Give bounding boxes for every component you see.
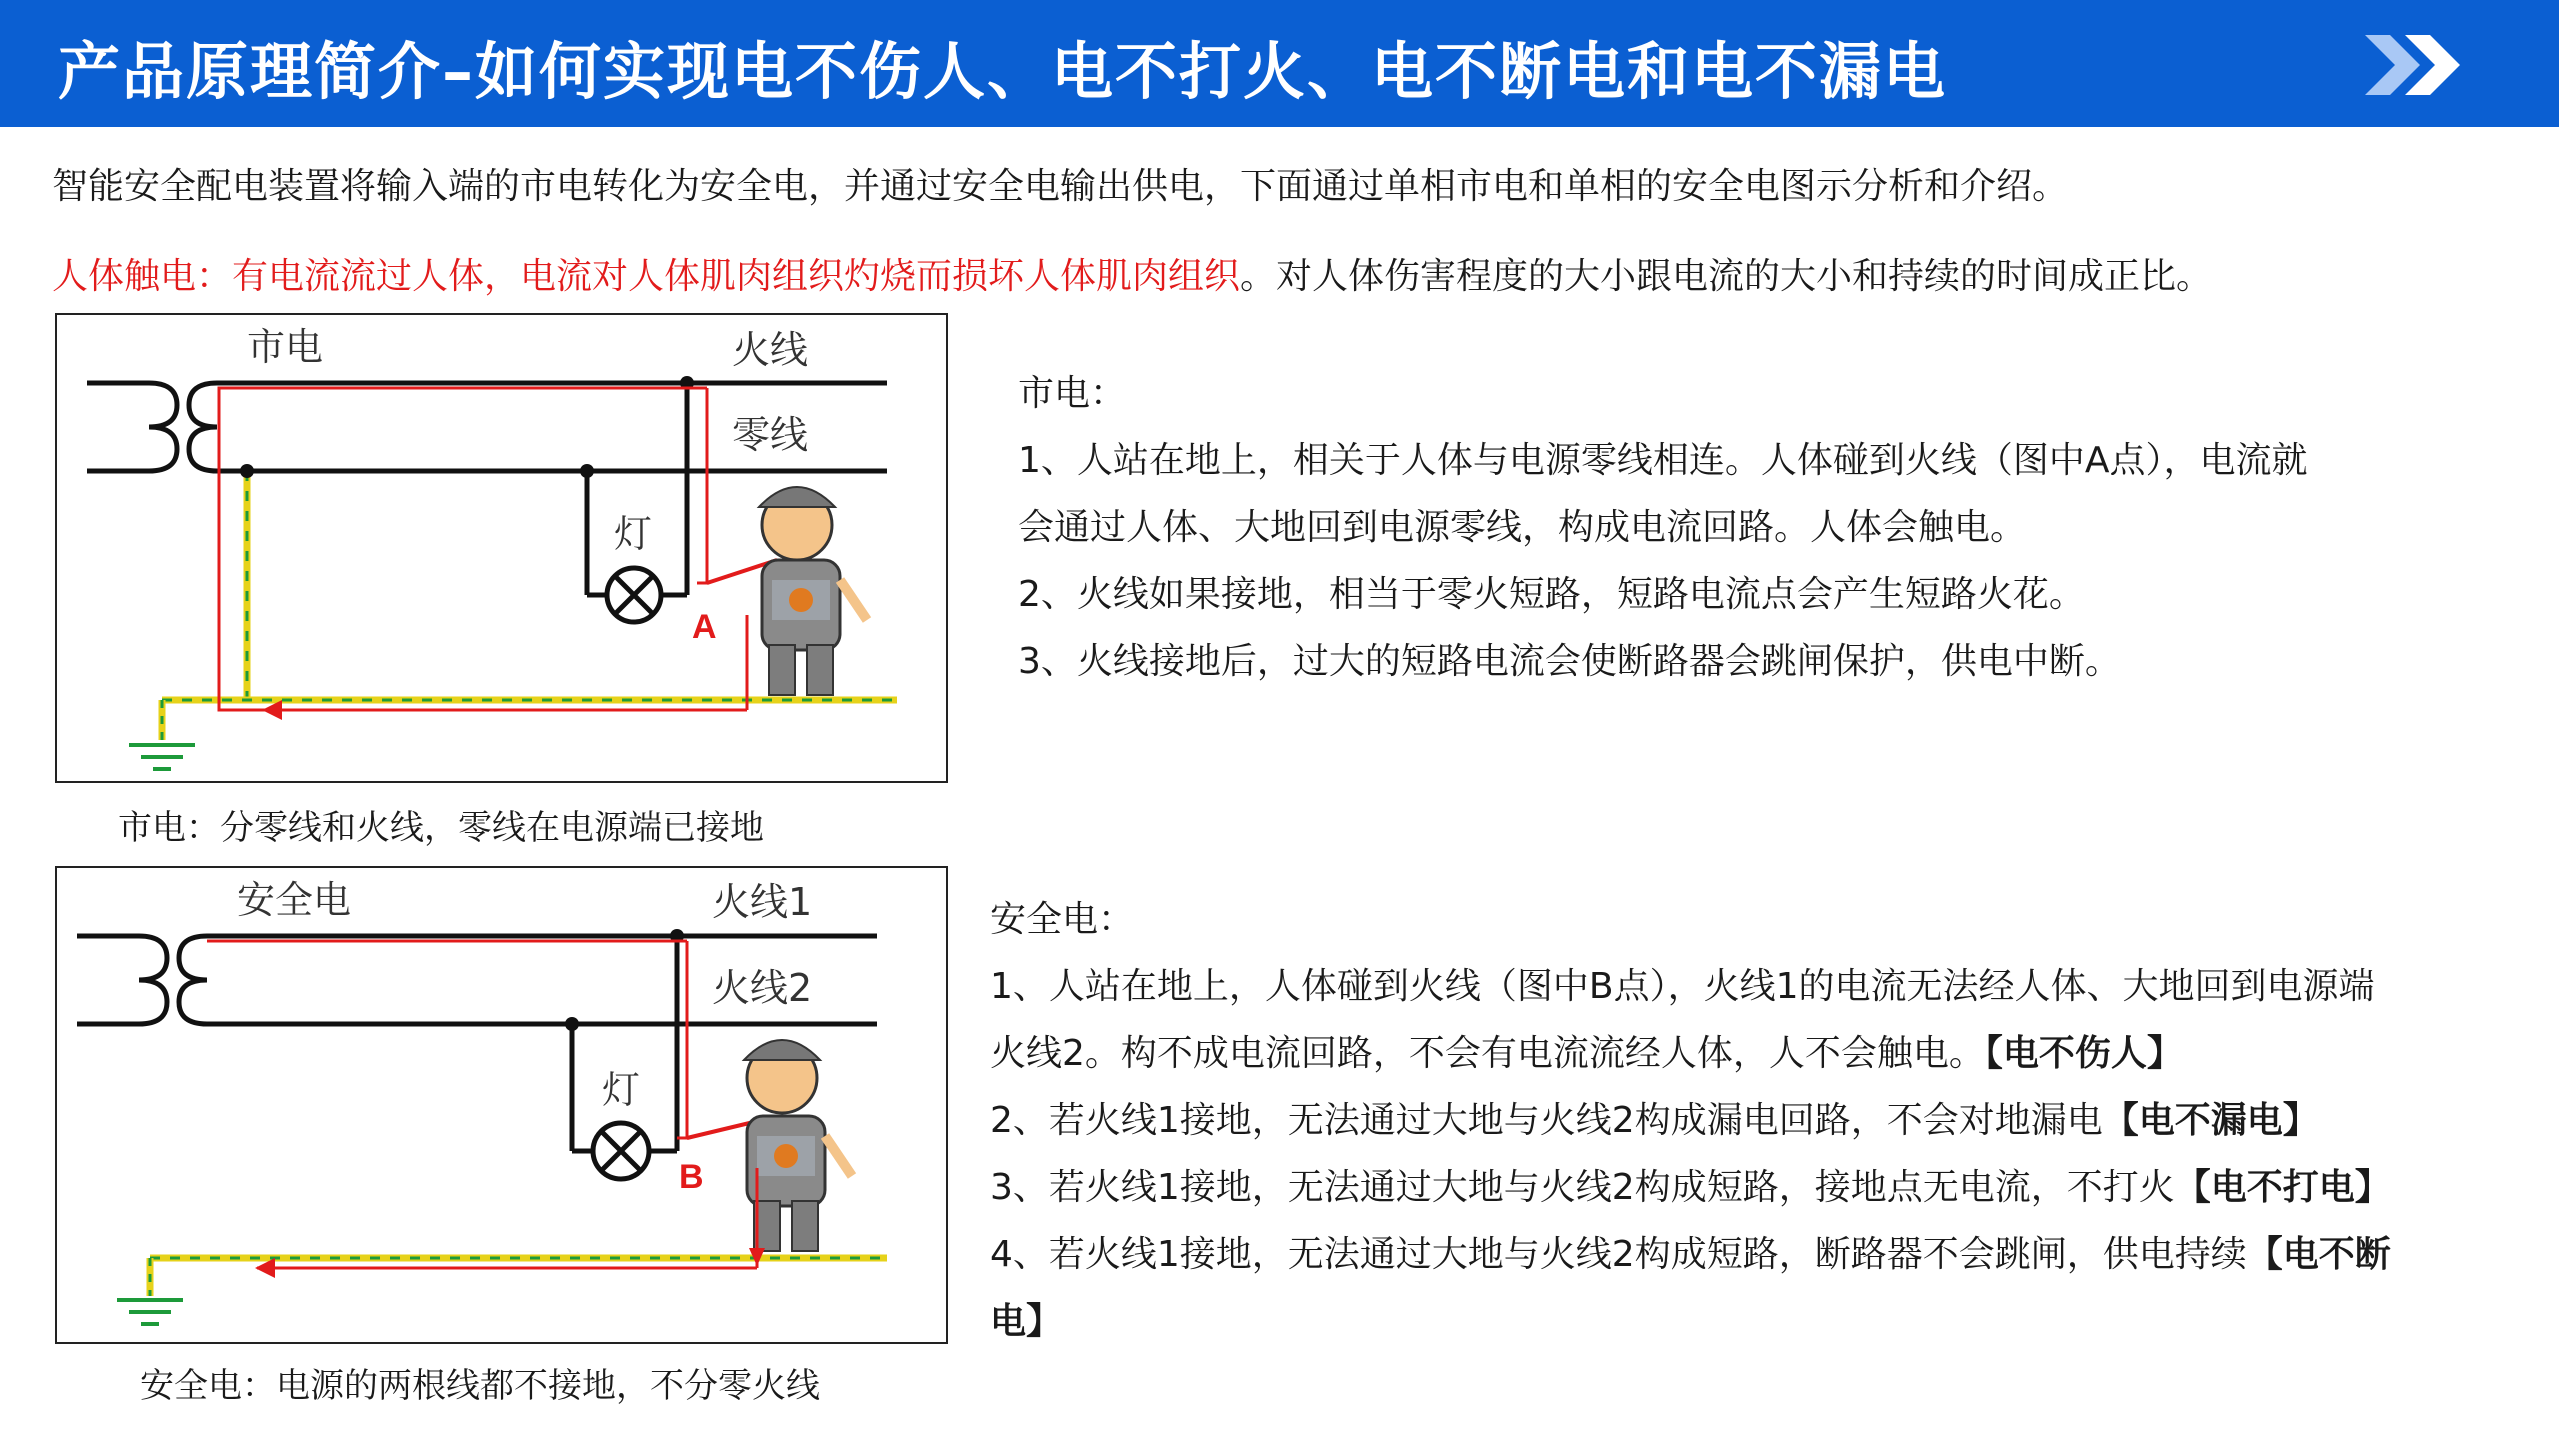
worker-figure bbox=[707, 487, 867, 710]
live-wire-1-label: 火线1 bbox=[712, 880, 813, 924]
lamp-symbol bbox=[607, 568, 661, 622]
shock-warning-detail: 。对人体伤害程度的大小跟电流的大小和持续的时间成正比。 bbox=[1240, 256, 2213, 297]
mains-explanation-title: 市电： bbox=[1018, 373, 1127, 414]
mains-source-label: 市电 bbox=[247, 325, 324, 369]
lamp-symbol-2 bbox=[593, 1123, 649, 1179]
safe-point-1: 1、人站在地上，人体碰到火线（图中B点），火线1的电流无法经人体、大地回到电源端 bbox=[990, 966, 2375, 1007]
safe-power-circuit-diagram bbox=[55, 866, 948, 1344]
header-bar bbox=[0, 0, 2559, 127]
ground-symbol-2 bbox=[117, 1300, 183, 1324]
safe-power-explanation bbox=[990, 886, 2470, 1355]
mains-point-3: 3、火线接地后，过大的短路电流会使断路器会跳闸保护，供电中断。 bbox=[1018, 641, 2121, 682]
safe-explanation-title: 安全电： bbox=[990, 899, 1135, 940]
page-title: 产品原理简介–如何实现电不伤人、电不打火、电不断电和电不漏电 bbox=[58, 35, 1948, 108]
no-outage-tag-a: 【电不断 bbox=[2246, 1234, 2391, 1275]
safe-point-3-text: 3、若火线1接地，无法通过大地与火线2构成短路，接地点无电流，不打火 bbox=[990, 1167, 2175, 1208]
mains-circuit-diagram bbox=[55, 313, 948, 783]
mains-explanation bbox=[1018, 360, 2518, 695]
no-leakage-tag: 【电不漏电】 bbox=[2102, 1100, 2319, 1141]
safe-point-2-text: 2、若火线1接地，无法通过大地与火线2构成漏电回路，不会对地漏电 bbox=[990, 1100, 2103, 1141]
shock-warning bbox=[52, 248, 2212, 299]
lamp-label-2: 灯 bbox=[602, 1068, 641, 1112]
safe-diagram-caption: 安全电：电源的两根线都不接地，不分零火线 bbox=[140, 1366, 820, 1406]
mains-point-1-cont: 会通过人体、大地回到电源零线，构成电流回路。人体会触电。 bbox=[1018, 507, 2027, 548]
ground-symbol bbox=[129, 745, 195, 769]
double-chevron-right-icon bbox=[2365, 30, 2485, 100]
safe-point-3 bbox=[990, 1154, 2470, 1221]
safe-point-4 bbox=[990, 1221, 2470, 1288]
current-path bbox=[219, 388, 747, 710]
mains-diagram-caption: 市电：分零线和火线，零线在电源端已接地 bbox=[118, 808, 764, 848]
mains-point-2: 2、火线如果接地，相当于零火短路，短路电流点会产生短路火花。 bbox=[1018, 574, 2085, 615]
neutral-wire-label: 零线 bbox=[732, 413, 809, 457]
lamp-label: 灯 bbox=[614, 512, 653, 556]
no-shock-tag: 【电不伤人】 bbox=[1984, 1033, 2183, 1074]
no-spark-tag: 【电不打电】 bbox=[2174, 1167, 2391, 1208]
safe-point-4-text: 4、若火线1接地，无法通过大地与火线2构成短路，断路器不会跳闸，供电持续 bbox=[990, 1234, 2247, 1275]
shock-warning-definition: 人体触电：有电流流过人体，电流对人体肌肉组织灼烧而损坏人体肌肉组织 bbox=[52, 256, 1241, 297]
safe-point-1-text: 火线2。构不成电流回路，不会有电流流经人体，人不会触电。 bbox=[990, 1033, 1985, 1074]
safe-point-2 bbox=[990, 1087, 2470, 1154]
mains-point-1: 1、人站在地上，相关于人体与电源零线相连。人体碰到火线（图中A点），电流就 bbox=[1018, 440, 2308, 481]
live-wire-2-label: 火线2 bbox=[712, 966, 813, 1010]
contact-point-label: A bbox=[692, 608, 717, 646]
transformer-primary-coil bbox=[87, 383, 177, 471]
intro-text: 智能安全配电装置将输入端的市电转化为安全电，并通过安全电输出供电，下面通过单相市电和单相的安全电图示分析和介绍。 bbox=[52, 166, 2069, 207]
safe-source-label: 安全电 bbox=[237, 878, 352, 922]
no-outage-tag-b: 电】 bbox=[990, 1301, 1063, 1342]
safe-point-1-cont bbox=[990, 1020, 2470, 1087]
contact-point-label-2: B bbox=[679, 1158, 704, 1196]
worker-figure-2 bbox=[687, 1040, 852, 1268]
live-wire-label: 火线 bbox=[732, 328, 809, 372]
